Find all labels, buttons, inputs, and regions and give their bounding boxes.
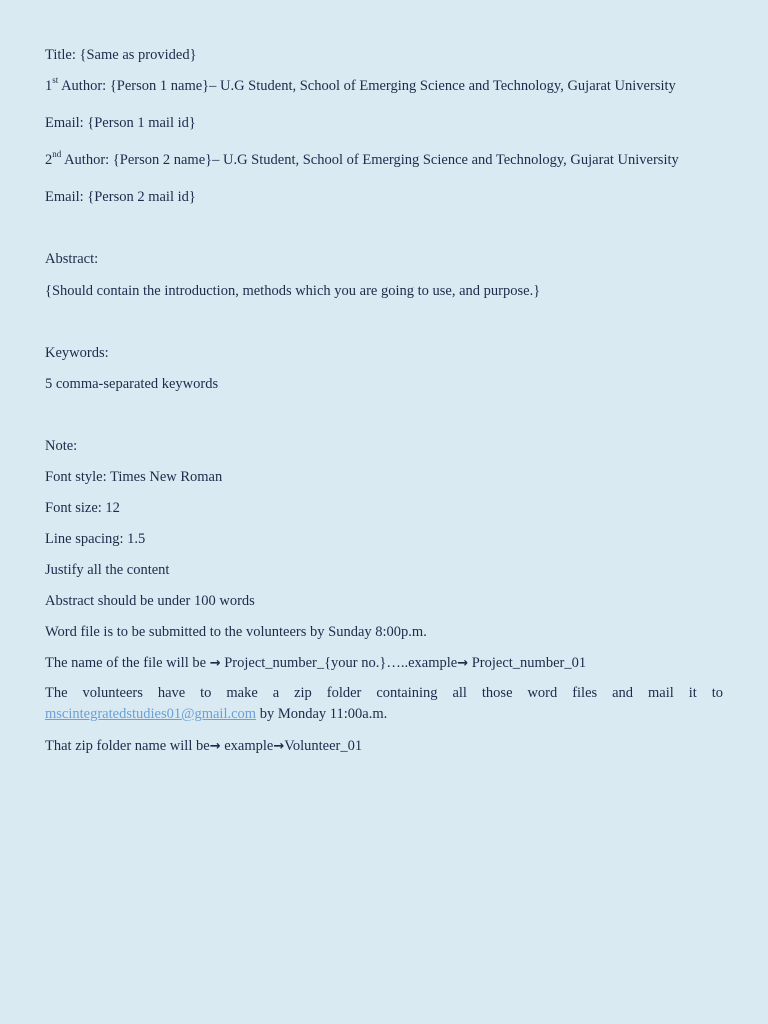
note-zip-name-prefix: That zip folder name will be	[45, 738, 210, 754]
note-zip-before: The volunteers have to make a zip folder containing all those word files and mail it to	[45, 685, 723, 701]
arrow-right-icon: →	[457, 656, 469, 671]
keywords-heading: Keywords:	[45, 345, 109, 361]
arrow-right-icon: →	[209, 656, 221, 671]
note-heading: Note:	[45, 438, 78, 454]
note-line-spacing: Line spacing: 1.5	[45, 531, 146, 547]
author2-details: Author: {Person 2 name}– U.G Student, School of Emerging Science and Technology, Gujarat University	[61, 152, 679, 168]
note-filename-mid: Project_number_{your no.}…..example	[220, 655, 458, 671]
email-link[interactable]: mscintegratedstudies01@gmail.com	[45, 706, 257, 722]
abstract-text: {Should contain the introduction, methods which you are going to use, and purpose.}	[45, 283, 541, 299]
author1-ordinal: st	[52, 75, 59, 86]
note-justify: Justify all the content	[45, 562, 170, 578]
note-zip-name-mid: example	[220, 738, 274, 754]
note-filename	[45, 654, 723, 673]
note-zip-name	[45, 737, 723, 756]
note-zip-after: by Monday 11:00a.m.	[256, 706, 388, 722]
email1-line: Email: {Person 1 mail id}	[45, 115, 196, 131]
author1-details: Author: {Person 1 name}– U.G Student, School of Emerging Science and Technology, Gujarat University	[58, 78, 676, 94]
note-font-size: Font size: 12	[45, 500, 120, 516]
note-font-style: Font style: Times New Roman	[45, 469, 223, 485]
arrow-right-icon: →	[273, 739, 285, 754]
note-abstract-limit: Abstract should be under 100 words	[45, 593, 255, 609]
arrow-right-icon: →	[209, 739, 221, 754]
note-zip-name-suffix: Volunteer_01	[284, 738, 363, 754]
note-filename-suffix: Project_number_01	[468, 655, 587, 671]
note-zip	[45, 683, 723, 725]
author2-number: 2	[45, 152, 53, 168]
author1-number: 1	[45, 78, 53, 94]
email2-line: Email: {Person 2 mail id}	[45, 189, 196, 205]
title-line: Title: {Same as provided}	[45, 47, 197, 63]
keywords-text: 5 comma-separated keywords	[45, 376, 219, 392]
note-submit: Word file is to be submitted to the volunteers by Sunday 8:00p.m.	[45, 624, 427, 640]
author1-line	[45, 77, 723, 95]
author2-line	[45, 151, 723, 169]
abstract-heading: Abstract:	[45, 251, 99, 267]
author2-ordinal: nd	[52, 149, 62, 160]
note-filename-prefix: The name of the file will be	[45, 655, 210, 671]
